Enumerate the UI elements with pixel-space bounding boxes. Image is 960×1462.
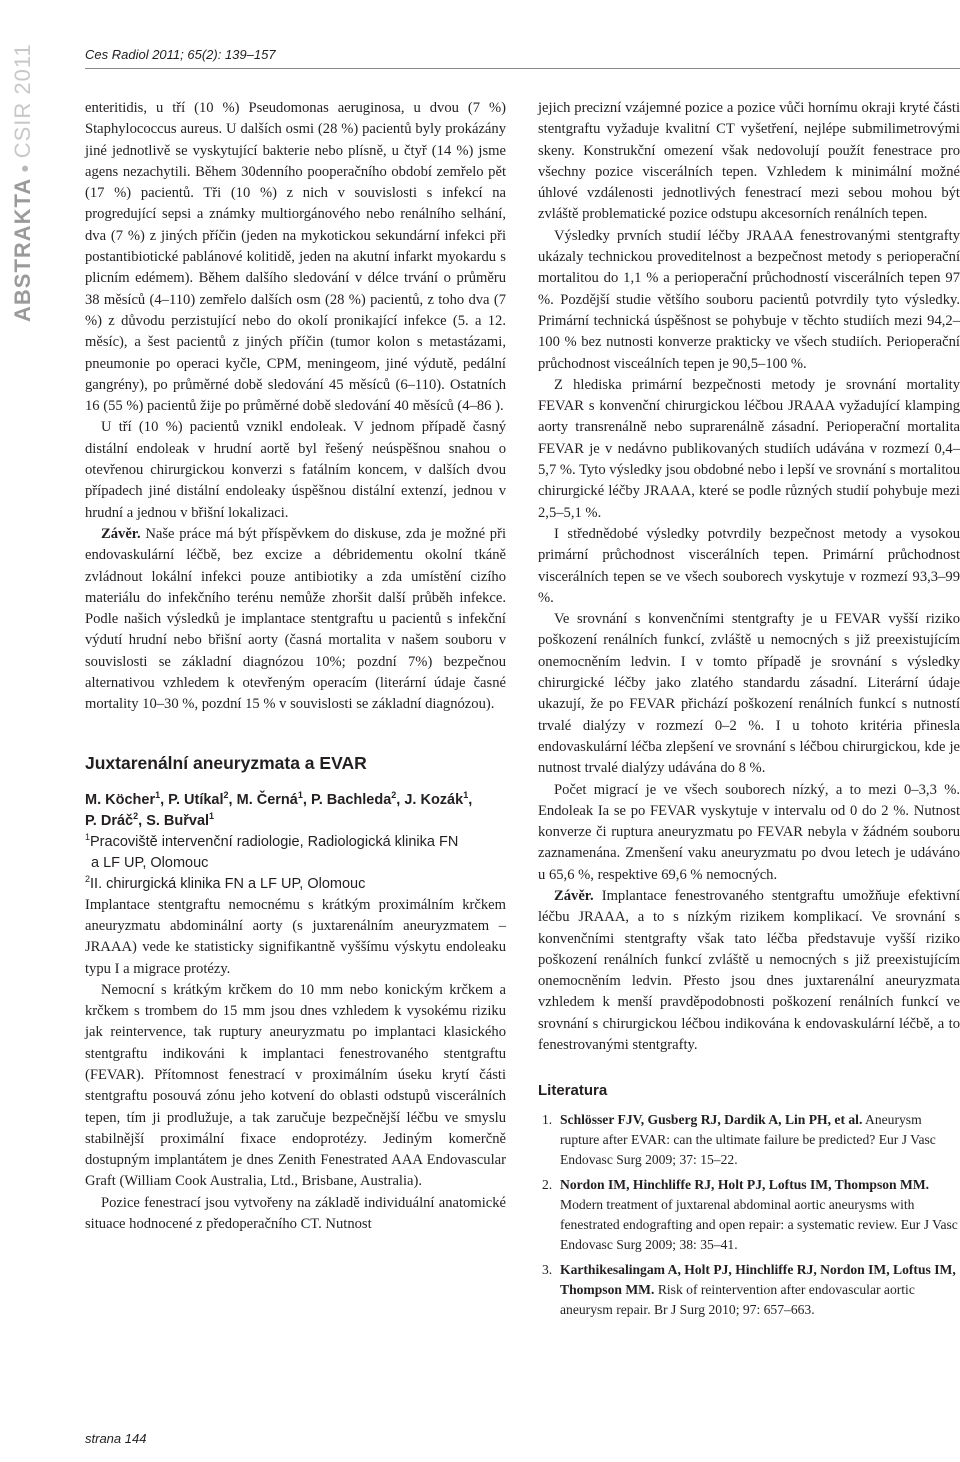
right-column (538, 98, 960, 1325)
abstract-title: Juxtarenální aneuryzmata a EVAR (85, 752, 367, 773)
affiliation-2 (85, 874, 506, 895)
conclusion-label: Závěr. (101, 525, 141, 542)
section-sidebar (8, 43, 39, 322)
sidebar-bullet: ● (16, 163, 33, 173)
affiliation-1-line1: Pracoviště intervenční radiologie, Radiologická klinika FN (90, 833, 459, 850)
body-paragraph: Ve srovnání s konvenčními stentgrafty je u FEVAR vyšší riziko poškození renálních funkcí, zvláště u nemocných s již preexistujícím onemocněním ledvin. I v tomto případě je srovnání s výsledky chirurgické léčby jako zlatého standardu zásadní. Literární údaje ukazují, že po FEVAR přichází poškození renálních funkcí s nutností trvalé dialýzy v rozmezí 0–2 %. I u tohoto kritéria přinesla endovaskulární léčba zlepšení ve srovnání s léčbou chirurgickou, kde je nutnost trvalé dialýzy udávána do 8 %. (538, 611, 960, 777)
reference-text: Risk of reintervention after endovascular aortic aneurysm repair. Br J Surg 2010; 97: 657–663. (560, 1282, 915, 1318)
sidebar-section-label: ABSTRAKTA (10, 177, 35, 322)
reference-text: Modern treatment of juxtarenal abdominal aortic aneurysms with fenestrated endografting and open repair: a systematic review. Eur J Vasc Endovasc Surg 2009; 38: 35–41. (560, 1196, 958, 1253)
header-divider (85, 68, 960, 69)
literature-heading: Literatura (538, 1082, 608, 1100)
page-number: strana 144 (85, 1431, 147, 1446)
affiliation-mark: 1 (85, 831, 91, 842)
reference-item (538, 1260, 960, 1321)
author-affiliation-mark: 1 (155, 789, 161, 800)
reference-number: 1. (542, 1111, 553, 1127)
conclusion-paragraph (538, 886, 960, 1056)
author-affiliation-mark: 1 (297, 789, 303, 800)
author-affiliation-mark: 2 (133, 810, 139, 821)
abstract-paragraph: Nemocní s krátkým krčkem do 10 mm nebo konickým krčkem a krčkem s trombem do 15 mm jsou dnes vzhledem k vysokému riziku jak reintervence, tak ruptury aneuryzmatu po implantaci klasického stentgraftu indikováni k implantaci fenestrovaného stentgraftu (FEVAR). Přítomnost fenestrací v proximálním úseku krytí části stentgraftu posouvá zónu jeho kotvení do oblasti odstupů viscerálních tepen, tím ji prodlužuje, a tak zaručuje bezpečnější léčbu ve smyslu stabilnější proximální fixace endoprotézy. Jediným komerčně dostupným implantátem je dnes Zenith Fenestrated AAA Endovascular Graft (William Cook Australia, Ltd., Brisbane, Australia). (85, 981, 506, 1190)
intro-paragraph: enteritidis, u tří (10 %) Pseudomonas aeruginosa, u dvou (7 %) Staphylococcus aureus. U dalších osmi (28 %) pacientů byly prokázány jiné jednotlivě se vyskytující bakterie nebo plísně, u čtyř (14 %) jsme agens nezachytili. Během 30denního pooperačního období zemřelo pět (17 %) pacientů. Tři (10 %) z nich v souvislosti s infekcí na progredující sepsi a známky multiorgánového nebo renálního selhání, dva (7 %) z jiných příčin (jeden na mykotickou sekundární infekci při postantibiotické pablánové kolitidě, jeden na akutní infarkt myokardu s plicním edémem). Během dalšího sledování v délce trvání o průměru 38 měsíců (4–110) zemřelo dalších osm (28 %) pacientů, z toho dva (7 %) z důvodu perzistující nebo do okolí pronikající infekce (5. a 12. měsíc), a šest pacientů z jiných příčin (tumor kolon s metastázami, pneumonie po operaci kyčle, CPM, meningeom, jiné výdutě, pedální gangrény), po průměrné době sledování 45 měsíců (6–110). Ostatních 16 (55 %) pacientů žije po průměrné době sledování 40 měsíců (4–86 ). (85, 100, 506, 415)
author-affiliation-mark: 1 (209, 810, 215, 821)
journal-citation: Ces Radiol 2011; 65(2): 139–157 (85, 47, 276, 62)
author: M. Köcher (85, 791, 156, 808)
reference-authors: Nordon IM, Hinchliffe RJ, Holt PJ, Loftus IM, Thompson MM. (560, 1176, 930, 1192)
reference-list (538, 1110, 960, 1321)
abstract-paragraph: Pozice fenestrací jsou vytvořeny na základě individuální anatomické situace hodnocené z předoperačního CT. Nutnost (85, 1194, 506, 1233)
conclusion-text: Implantace fenestrovaného stentgraftu umožňuje efektivní léčbu JRAAA, a to s nízkým rizikem komplikací. Ve srovnání s konvenčními stentgrafty však tato léčba představuje vyšší riziko poškození renálních funkcí zvláště u nemocných s již preexistujícím onemocněním ledvin. Přesto jsou dnes juxtarenální aneuryzmata vzhledem k menší pravděpodobnosti poškození renálních funkcí ve srovnání s chirurgickou léčbou indikována k endovaskulární léčbě, a to fenestrovanými stentgrafty. (538, 887, 960, 1054)
conclusion-text: Naše práce má být příspěvkem do diskuse, zda je možné při endovaskulární léčbě, bez excize a débridementu okolní tkáně zvládnout lokální infekci pouze antibiotiky a zda umístění cizího materiálu do infekčního terénu nemůže zhoršit další průběh infekce. Podle našich výsledků je implantace stentgraftu u pacientů s infekční výdutí hrudní nebo břišní aorty (časná mortalita v našem souboru v souvislosti se základní diagnózou 10%; pozdní 7%) bezpečnou alternativou vzhledem k otevřeným operacím (literární údaje časné mortality 10–30 %, pozdní 15 % v souvislosti se základní diagnózou). (85, 525, 506, 713)
author: P. Dráč (85, 812, 134, 829)
reference-item (538, 1110, 960, 1171)
body-paragraph: Počet migrací je ve všech souborech nízký, a to mezi 0–3,3 %. Endoleak Ia se po FEVAR vyskytuje v intervalu od 0 do 2 %. Nutnost konverze či ruptura aneuryzmatu po FEVAR nebyla v žádném souboru zaznamenána. Zmenšení vaku aneuryzmatu po dvou letech je udáváno u 65,6 %, respektive 69,6 % nemocných. (538, 781, 960, 883)
reference-text: Aneurysm rupture after EVAR: can the ultimate failure be predicted? Eur J Vasc Endovasc Surg 2009; 37: 15–22. (560, 1111, 936, 1168)
body-paragraph: Z hlediska primární bezpečnosti metody je srovnání mortality FEVAR s konvenční chirurgickou léčbou JRAAA vyžadující klamping aorty transrenálně nebo suprarenálně zásadní. Perioperační mortalita FEVAR je v nedávno publikovaných studiích udávána v rozmezí 0,4–5,7 %. Tyto výsledky jsou obdobné nebo i lepší ve srovnání s mortalitou chirurgické léčby JRAAA, které se podle různých studií pohybuje mezi 2,5–5,1 %. (538, 376, 960, 521)
sidebar-event-label: CSIR 2011 (10, 43, 35, 159)
reference-authors: Schlösser FJV, Gusberg RJ, Dardik A, Lin PH, et al. (560, 1111, 863, 1127)
reference-item (538, 1175, 960, 1256)
author: M. Černá (236, 791, 298, 808)
author-affiliation-mark: 2 (391, 789, 397, 800)
reference-number: 3. (542, 1261, 553, 1277)
endoleak-paragraph: U tří (10 %) pacientů vznikl endoleak. V jednom případě časný distální endoleak v hrudní aortě byl řešený neúspěšnou snahou o otevřenou chirurgickou konverzi s fatálním koncem, v dalších dvou případech jiné distální endoleaky úspěšnou distální extenzí, jednou v hrudní a jednou v břišní lokalizaci. (85, 419, 506, 521)
author-affiliation-mark: 2 (223, 789, 229, 800)
affiliation-2-text: II. chirurgická klinika FN a LF UP, Olomouc (90, 875, 366, 892)
body-paragraph: Výsledky prvních studií léčby JRAAA fenestrovanými stentgrafty ukázaly technickou proveditelnost a bezpečnost metody s perioperační mortalitou do 1,1 % a perioperační průchodností viscerálních tepen 97 %. Pozdější studie většího souboru pacientů potvrdily tyto výsledky. Primární technická úspěšnost se pohybuje v těchto studiích mezi 94,2–100 % bez nutnosti konverze prakticky ve všech studiích. Perioperační průchodnost visceálních tepen je 90,5–100 %. (538, 227, 960, 372)
affiliation-1-cont: a LF UP, Olomouc (91, 854, 209, 871)
body-paragraph: jejich precizní vzájemné pozice a pozice vůči hornímu okraji kryté části stentgraftu vyžaduje kvalitní CT vyšetření, nejlépe submilimetrovými skeny. Konstrukční omezení však nedovolují použít fenestrace pro všechny pozice viscerálních tepen. Vzhledem k minimální možné úhlové vzdálenosti jednotlivých fenestrací mezi sebou mohou být zvláště problematické pozice odstupu akcesorních renálních tepen. (538, 100, 960, 223)
author: S. Buřval (146, 812, 210, 829)
affiliations (85, 832, 506, 895)
left-column (85, 98, 506, 1235)
abstract-paragraph: Implantace stentgraftu nemocnému s krátkým proximálním krčkem aneuryzmatu abdominální aorty (s juxtarenálním aneuryzmatem – JRAAA) vede ke statisticky signifikantně vyššímu výskytu endoleaku typu I a migrace protézy. (85, 896, 506, 977)
author-list: M. Köcher$^1$, P. Utíkal$^2$, M. Černá$^1$, P. Bachleda$^2$, J. Kozák$^1$, P. Dráč$^2$, S. Buřval$^1$ (85, 789, 473, 829)
conclusion-label: Závěr. (554, 887, 594, 904)
reference-authors: Karthikesalingam A, Holt PJ, Hinchliffe RJ, Nordon IM, Loftus IM, Thompson MM. (560, 1261, 956, 1298)
author: P. Utíkal (168, 791, 224, 808)
author: J. Kozák (404, 791, 464, 808)
author-affiliation-mark: 1 (463, 789, 469, 800)
body-paragraph: I střednědobé výsledky potvrdily bezpečnost metody a vysokou primární průchodnost viscerálních tepen. Primární průchodnost viscerálních tepen se ve všech souborech vyskytuje v rozmezí 93,3–99 %. (538, 525, 960, 606)
conclusion-paragraph (85, 524, 506, 716)
affiliation-1 (85, 832, 506, 853)
author: P. Bachleda (310, 791, 392, 808)
reference-number: 2. (542, 1176, 553, 1192)
affiliation-mark: 2 (85, 873, 91, 884)
